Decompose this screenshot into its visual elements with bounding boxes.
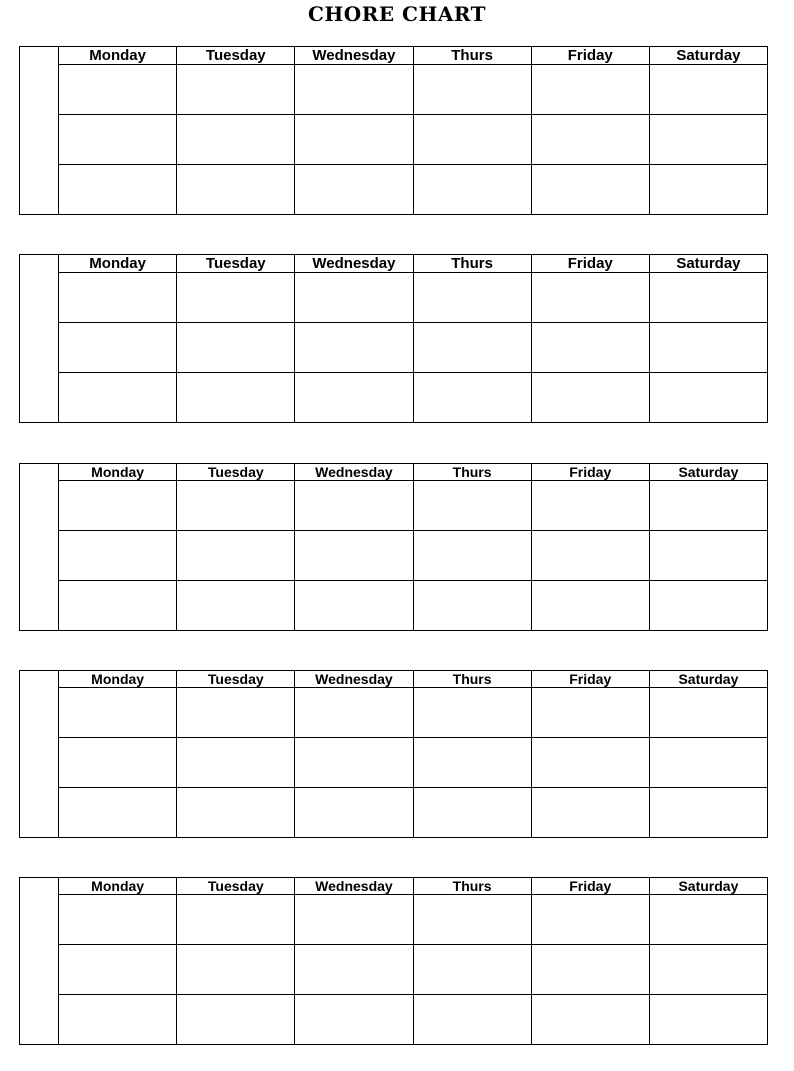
- day-header: Saturday: [649, 255, 767, 273]
- chore-cell[interactable]: [295, 373, 413, 423]
- chore-cell[interactable]: [177, 65, 295, 115]
- chore-cell[interactable]: [413, 323, 531, 373]
- chore-cell[interactable]: [59, 323, 177, 373]
- chore-table-4: [19, 670, 768, 838]
- chore-cell[interactable]: [413, 273, 531, 323]
- chore-cell[interactable]: [177, 688, 295, 738]
- chore-cell[interactable]: [413, 581, 531, 631]
- chore-row: [20, 738, 768, 788]
- chore-row: [20, 581, 768, 631]
- chore-cell[interactable]: [649, 995, 767, 1045]
- chore-cell[interactable]: [295, 581, 413, 631]
- day-header: Thurs: [413, 464, 531, 481]
- chore-row: [20, 481, 768, 531]
- day-header: Friday: [531, 878, 649, 895]
- chore-cell[interactable]: [177, 531, 295, 581]
- day-header: Wednesday: [295, 255, 413, 273]
- chore-row: [20, 688, 768, 738]
- chore-cell[interactable]: [649, 165, 767, 215]
- day-header: Saturday: [649, 47, 767, 65]
- chore-cell[interactable]: [177, 995, 295, 1045]
- chore-cell[interactable]: [531, 581, 649, 631]
- chore-cell[interactable]: [59, 788, 177, 838]
- chore-cell[interactable]: [649, 531, 767, 581]
- chore-cell[interactable]: [177, 945, 295, 995]
- chore-cell[interactable]: [413, 531, 531, 581]
- day-header: Saturday: [649, 878, 767, 895]
- chore-cell[interactable]: [177, 373, 295, 423]
- page-title: CHORE CHART: [307, 2, 487, 26]
- day-header: Tuesday: [177, 47, 295, 65]
- day-header: Thurs: [413, 255, 531, 273]
- day-header: Friday: [531, 47, 649, 65]
- chore-cell[interactable]: [649, 738, 767, 788]
- chore-cell[interactable]: [531, 165, 649, 215]
- name-column-cell[interactable]: [20, 878, 59, 1045]
- chore-cell[interactable]: [413, 373, 531, 423]
- chore-cell[interactable]: [531, 323, 649, 373]
- chore-cell[interactable]: [649, 945, 767, 995]
- chore-cell[interactable]: [295, 788, 413, 838]
- chore-cell[interactable]: [59, 688, 177, 738]
- chore-cell[interactable]: [59, 581, 177, 631]
- chore-cell[interactable]: [413, 688, 531, 738]
- chore-cell[interactable]: [531, 531, 649, 581]
- chore-cell[interactable]: [59, 65, 177, 115]
- chore-cell[interactable]: [531, 273, 649, 323]
- chore-row: [20, 788, 768, 838]
- day-header: Tuesday: [177, 878, 295, 895]
- chore-cell[interactable]: [177, 323, 295, 373]
- chore-row: [20, 323, 768, 373]
- day-header: Friday: [531, 671, 649, 688]
- chore-cell[interactable]: [649, 788, 767, 838]
- chore-cell[interactable]: [295, 323, 413, 373]
- chore-cell[interactable]: [413, 481, 531, 531]
- chore-cell[interactable]: [295, 115, 413, 165]
- chore-cell[interactable]: [59, 895, 177, 945]
- chore-table-5: [19, 877, 768, 1045]
- chore-row: [20, 895, 768, 945]
- day-header: Wednesday: [295, 464, 413, 481]
- chore-cell[interactable]: [295, 895, 413, 945]
- day-header: Wednesday: [295, 47, 413, 65]
- day-header: Tuesday: [177, 464, 295, 481]
- chore-table-2: [19, 254, 768, 423]
- chore-cell[interactable]: [413, 165, 531, 215]
- day-header: Wednesday: [295, 878, 413, 895]
- chore-cell[interactable]: [177, 481, 295, 531]
- day-header: Thurs: [413, 47, 531, 65]
- name-column-cell[interactable]: [20, 47, 59, 215]
- chore-table-3: [19, 463, 768, 631]
- chore-cell[interactable]: [649, 688, 767, 738]
- chore-table-1: [19, 46, 768, 215]
- chore-cell[interactable]: [649, 581, 767, 631]
- day-header: Monday: [59, 878, 177, 895]
- chore-cell[interactable]: [413, 788, 531, 838]
- day-header: Saturday: [649, 671, 767, 688]
- day-header: Monday: [59, 464, 177, 481]
- chore-cell[interactable]: [295, 945, 413, 995]
- day-header: Monday: [59, 671, 177, 688]
- day-header-row: [20, 47, 768, 65]
- chore-cell[interactable]: [531, 688, 649, 738]
- chore-cell[interactable]: [59, 945, 177, 995]
- day-header: Wednesday: [295, 671, 413, 688]
- chore-cell[interactable]: [295, 273, 413, 323]
- chore-cell[interactable]: [295, 531, 413, 581]
- chore-row: [20, 373, 768, 423]
- chore-cell[interactable]: [531, 995, 649, 1045]
- chore-cell[interactable]: [531, 788, 649, 838]
- chore-cell[interactable]: [413, 945, 531, 995]
- chore-cell[interactable]: [649, 323, 767, 373]
- day-header: Friday: [531, 464, 649, 481]
- chore-cell[interactable]: [177, 788, 295, 838]
- day-header-row: [20, 255, 768, 273]
- chore-cell[interactable]: [531, 481, 649, 531]
- name-column-cell[interactable]: [20, 255, 59, 423]
- chore-cell[interactable]: [177, 581, 295, 631]
- chore-cell[interactable]: [295, 65, 413, 115]
- chore-row: [20, 115, 768, 165]
- day-header: Thurs: [413, 878, 531, 895]
- chore-row: [20, 165, 768, 215]
- chore-cell[interactable]: [531, 65, 649, 115]
- name-column-cell[interactable]: [20, 464, 59, 631]
- chore-cell[interactable]: [177, 738, 295, 788]
- chore-cell[interactable]: [413, 115, 531, 165]
- chore-cell[interactable]: [649, 895, 767, 945]
- chore-cell[interactable]: [413, 895, 531, 945]
- chore-cell[interactable]: [531, 895, 649, 945]
- day-header-row: [20, 878, 768, 895]
- chore-cell[interactable]: [413, 65, 531, 115]
- chore-cell[interactable]: [177, 165, 295, 215]
- chore-cell[interactable]: [531, 373, 649, 423]
- chore-cell[interactable]: [531, 945, 649, 995]
- chore-cell[interactable]: [177, 895, 295, 945]
- day-header: Saturday: [649, 464, 767, 481]
- chore-row: [20, 995, 768, 1045]
- chore-cell[interactable]: [649, 65, 767, 115]
- chore-cell[interactable]: [59, 273, 177, 323]
- chore-cell[interactable]: [59, 531, 177, 581]
- chore-cell[interactable]: [413, 738, 531, 788]
- chore-row: [20, 945, 768, 995]
- chore-cell[interactable]: [59, 738, 177, 788]
- chore-cell[interactable]: [59, 481, 177, 531]
- day-header: Tuesday: [177, 255, 295, 273]
- name-column-cell[interactable]: [20, 671, 59, 838]
- chore-cell[interactable]: [649, 273, 767, 323]
- chore-cell[interactable]: [413, 995, 531, 1045]
- chore-cell[interactable]: [649, 481, 767, 531]
- day-header-row: [20, 671, 768, 688]
- chore-row: [20, 273, 768, 323]
- chore-cell[interactable]: [59, 115, 177, 165]
- chore-cell[interactable]: [295, 165, 413, 215]
- chore-cell[interactable]: [59, 165, 177, 215]
- day-header: Tuesday: [177, 671, 295, 688]
- chore-row: [20, 531, 768, 581]
- chore-cell[interactable]: [531, 738, 649, 788]
- chore-cell[interactable]: [177, 273, 295, 323]
- day-header: Friday: [531, 255, 649, 273]
- chore-cell[interactable]: [531, 115, 649, 165]
- chore-cell[interactable]: [59, 373, 177, 423]
- chore-cell[interactable]: [649, 115, 767, 165]
- day-header-row: [20, 464, 768, 481]
- chore-cell[interactable]: [295, 481, 413, 531]
- chore-cell[interactable]: [295, 688, 413, 738]
- chore-cell[interactable]: [295, 995, 413, 1045]
- chore-row: [20, 65, 768, 115]
- chore-cell[interactable]: [59, 995, 177, 1045]
- day-header: Monday: [59, 255, 177, 273]
- chore-cell[interactable]: [649, 373, 767, 423]
- day-header: Monday: [59, 47, 177, 65]
- day-header: Thurs: [413, 671, 531, 688]
- chore-cell[interactable]: [295, 738, 413, 788]
- chore-cell[interactable]: [177, 115, 295, 165]
